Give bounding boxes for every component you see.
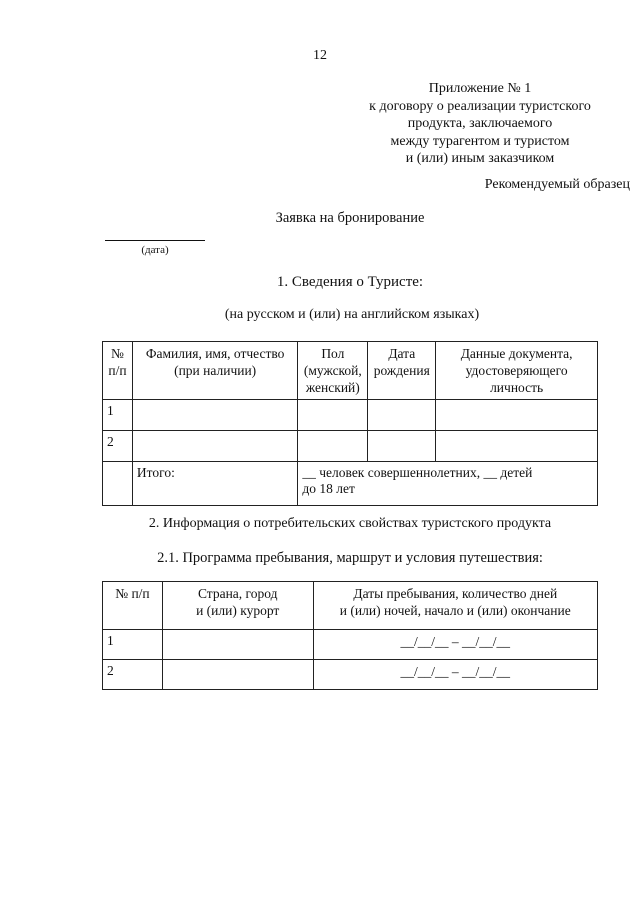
tourist-table	[102, 341, 598, 506]
total-value[interactable]: __ человек совершеннолетних, __ детей до 18 лет	[298, 462, 598, 506]
sample-label: Рекомендуемый образец	[484, 177, 630, 192]
section2-heading: 2. Информация о потребительских свойствах туристского продукта	[148, 516, 552, 531]
total-row	[103, 462, 598, 506]
sex-cell[interactable]	[298, 400, 368, 431]
date-line	[105, 240, 205, 241]
total-label: Итого:	[132, 462, 297, 506]
document-title: Заявка на бронирование	[275, 210, 425, 226]
col-dates-header: Даты пребывания, количество дней и (или) ночей, начало и (или) окончание	[313, 582, 597, 630]
section1-heading: 1. Сведения о Туристе:	[276, 274, 424, 290]
itinerary-table	[102, 581, 598, 690]
row-number: 1	[103, 400, 133, 431]
table-row	[103, 400, 598, 431]
table-header-row	[103, 342, 598, 400]
dates-cell[interactable]: __/__/__ – __/__/__	[313, 660, 597, 690]
place-cell[interactable]	[162, 630, 313, 660]
section1-subheading: (на русском и (или) на английском языках)	[224, 307, 480, 322]
doc-cell[interactable]	[436, 431, 598, 462]
col-sex-header: Пол (мужской, женский)	[298, 342, 368, 400]
date-label: (дата)	[141, 244, 169, 256]
birth-cell[interactable]	[368, 400, 436, 431]
table-header-row	[103, 582, 598, 630]
col-num-header: № п/п	[103, 582, 163, 630]
table-row	[103, 431, 598, 462]
page-number: 12	[313, 48, 327, 63]
row-number: 2	[103, 431, 133, 462]
name-cell[interactable]	[132, 431, 297, 462]
col-place-header: Страна, город и (или) курорт	[162, 582, 313, 630]
col-birth-header: Дата рождения	[368, 342, 436, 400]
appendix-line: Приложение № 1	[428, 81, 532, 96]
row-number: 1	[103, 630, 163, 660]
col-name-header: Фамилия, имя, отчество (при наличии)	[132, 342, 297, 400]
place-cell[interactable]	[162, 660, 313, 690]
birth-cell[interactable]	[368, 431, 436, 462]
table-row	[103, 660, 598, 690]
total-num-cell	[103, 462, 133, 506]
sex-cell[interactable]	[298, 431, 368, 462]
dates-cell[interactable]: __/__/__ – __/__/__	[313, 630, 597, 660]
section21-heading: 2.1. Программа пребывания, маршрут и условия путешествия:	[157, 550, 543, 566]
appendix-block	[340, 80, 620, 168]
appendix-line: и (или) иным заказчиком	[405, 151, 555, 166]
table-row	[103, 630, 598, 660]
row-number: 2	[103, 660, 163, 690]
appendix-line: к договору о реализации туристского	[369, 98, 591, 114]
appendix-line: продукта, заключаемого	[407, 116, 553, 131]
col-doc-header: Данные документа, удостоверяющего личность	[436, 342, 598, 400]
doc-cell[interactable]	[436, 400, 598, 431]
appendix-line: между турагентом и туристом	[390, 133, 570, 149]
name-cell[interactable]	[132, 400, 297, 431]
col-num-header: № п/п	[103, 342, 133, 400]
